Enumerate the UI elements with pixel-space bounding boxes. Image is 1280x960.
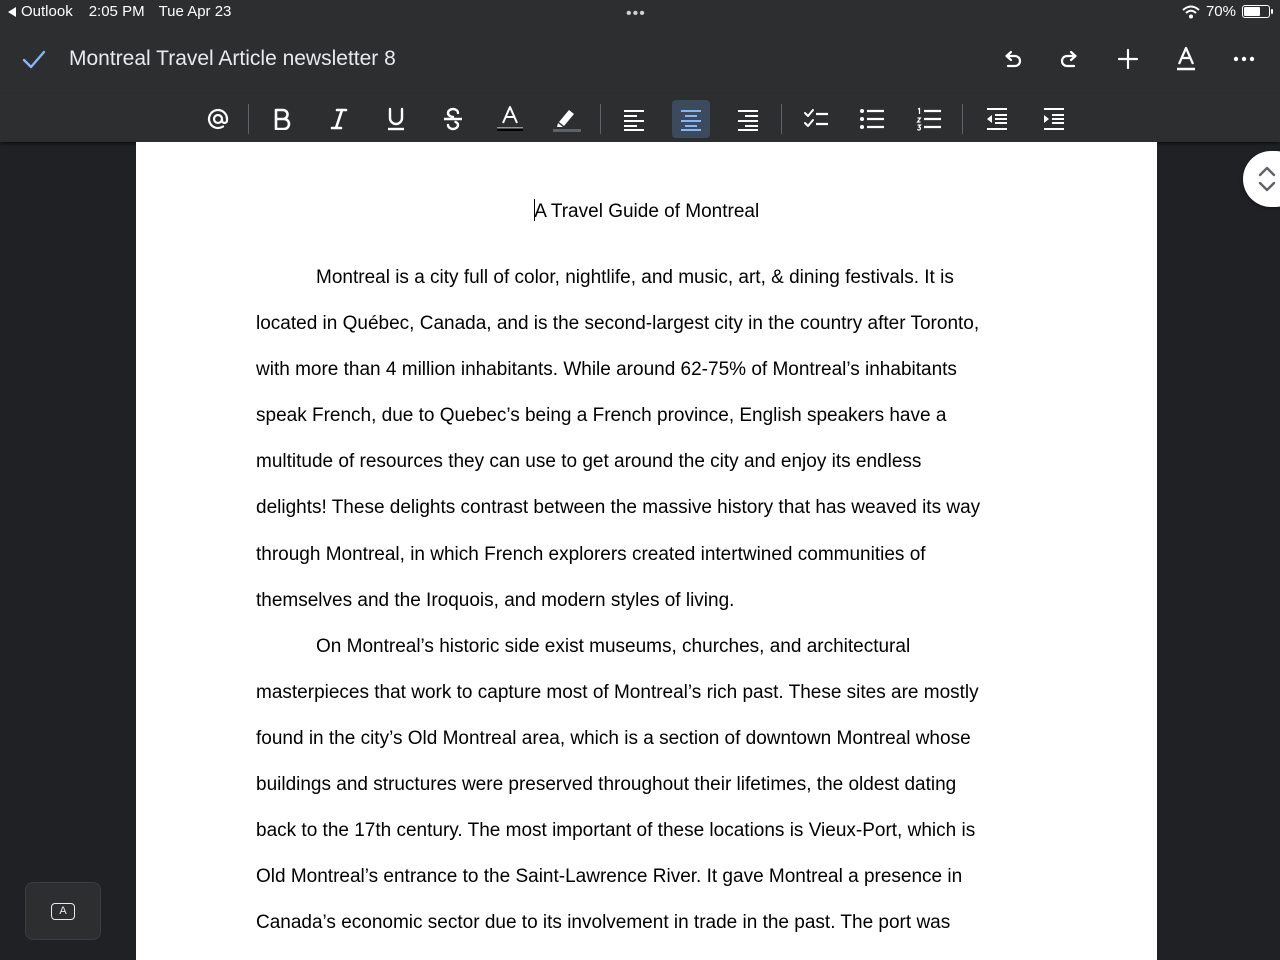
more-horizontal-icon [1232,47,1256,71]
highlight-color-button[interactable] [548,100,586,138]
text-line [256,485,1036,531]
at-icon [206,107,230,131]
line-text: masterpieces that work to capture most of Montreal’s rich past. These sites are mostly [256,681,979,703]
underline-button[interactable] [377,100,415,138]
back-to-app-link[interactable] [8,3,73,20]
document-body[interactable] [256,255,1036,946]
text-format-icon [1174,46,1198,72]
document-title[interactable]: Montreal Travel Article newsletter 8 [69,47,396,70]
align-center-button[interactable] [672,100,710,138]
line-text: Montreal is a city full of color, nightlife, and music, art, & dining festivals. It is [316,267,954,288]
increase-indent-button[interactable] [1035,100,1073,138]
text-color-button[interactable] [491,100,529,138]
line-text: with more than 4 million inhabitants. While around 62-75% of Montreal’s inhabitants [256,359,957,381]
toolbar-separator [781,104,782,134]
text-line [256,578,1036,624]
format-toolbar [0,94,1280,142]
numbered-list-icon [916,107,942,131]
status-time: 2:05 PM [88,3,145,20]
line-text: speak French, due to Quebec’s being a French province, English speakers have a [256,405,947,427]
scroll-handle[interactable] [1243,151,1280,207]
check-icon[interactable] [20,46,48,74]
undo-icon [1000,47,1024,71]
battery-icon [1242,5,1270,18]
battery-percent: 70% [1205,3,1236,20]
text-line [256,347,1036,393]
format-text-button[interactable] [1168,41,1204,77]
status-right [1182,3,1270,20]
checklist-icon [803,107,829,131]
document-page[interactable] [136,142,1157,960]
status-left [8,3,231,20]
toolbar-separator [248,104,249,134]
multitasking-dots-icon[interactable]: ••• [626,5,646,22]
highlight-icon [553,105,581,133]
increase-indent-icon [1042,107,1066,131]
text-color-icon [497,105,523,133]
bold-button[interactable] [263,100,301,138]
text-line [256,716,1036,762]
plus-icon [1116,47,1140,71]
line-text: delights! These delights contrast between the massive history that has weaved its way [256,497,981,519]
decrease-indent-icon [985,107,1009,131]
line-text: found in the city’s Old Montreal area, which is a section of downtown Montreal whose [256,727,971,749]
chevron-up-down-icon [1255,163,1279,195]
undo-button[interactable] [994,41,1030,77]
line-text: buildings and structures were preserved throughout their lifetimes, the oldest dating [256,774,957,796]
mention-button[interactable] [199,100,237,138]
align-left-icon [622,107,646,131]
more-options-button[interactable] [1226,41,1262,77]
align-right-button[interactable] [729,100,767,138]
bulleted-list-icon [859,107,885,131]
text-line [256,762,1036,808]
back-app-label: Outlook [21,3,73,20]
redo-button[interactable] [1052,41,1088,77]
bulleted-list-button[interactable] [853,100,891,138]
top-bar [0,24,1280,94]
line-text: located in Québec, Canada, and is the second-largest city in the country after Toronto, [256,313,980,335]
status-date: Tue Apr 23 [158,3,232,20]
text-line [256,393,1036,439]
underline-icon [385,107,407,131]
numbered-list-button[interactable] [910,100,948,138]
toolbar-separator [962,104,963,134]
line-text: through Montreal, in which French explorers created intertwined communities of [256,543,926,565]
italic-icon [329,108,349,130]
text-line [256,624,1036,670]
text-line [256,900,1036,946]
line-text: multitude of resources they can use to get around the city and enjoy its endless [256,451,922,473]
checklist-button[interactable] [797,100,835,138]
keyboard-icon [51,903,75,920]
decrease-indent-button[interactable] [978,100,1016,138]
text-line [256,255,1036,301]
text-line [256,301,1036,347]
wifi-icon [1182,5,1200,19]
align-left-button[interactable] [615,100,653,138]
keyboard-icon-label: A [59,905,67,917]
line-text: On Montreal’s historic side exist museums, churches, and architectural [316,635,911,657]
bold-icon [272,108,292,130]
line-text: Canada’s economic sector due to its involvement in trade in the past. The port was [256,912,951,934]
text-line [256,532,1036,578]
strikethrough-icon [442,107,464,131]
line-text: Old Montreal’s entrance to the Saint-Lawrence River. It gave Montreal a presence in [256,866,963,888]
document-heading-text: A Travel Guide of Montreal [534,201,760,222]
line-text: themselves and the Iroquois, and modern styles of living. [256,589,735,611]
text-line [256,439,1036,485]
redo-icon [1058,47,1082,71]
top-actions [994,41,1262,77]
strikethrough-button[interactable] [434,100,472,138]
align-center-icon [679,107,703,131]
back-triangle-icon [8,7,17,17]
text-line [256,854,1036,900]
line-text: back to the 17th century. The most important of these locations is Vieux-Port, which is [256,820,976,842]
toolbar-separator [600,104,601,134]
document-heading[interactable] [136,199,1157,223]
keyboard-toggle-button[interactable] [25,882,101,940]
text-line [256,670,1036,716]
status-bar [0,0,1280,24]
text-line [256,808,1036,854]
italic-button[interactable] [320,100,358,138]
insert-button[interactable] [1110,41,1146,77]
align-right-icon [736,107,760,131]
